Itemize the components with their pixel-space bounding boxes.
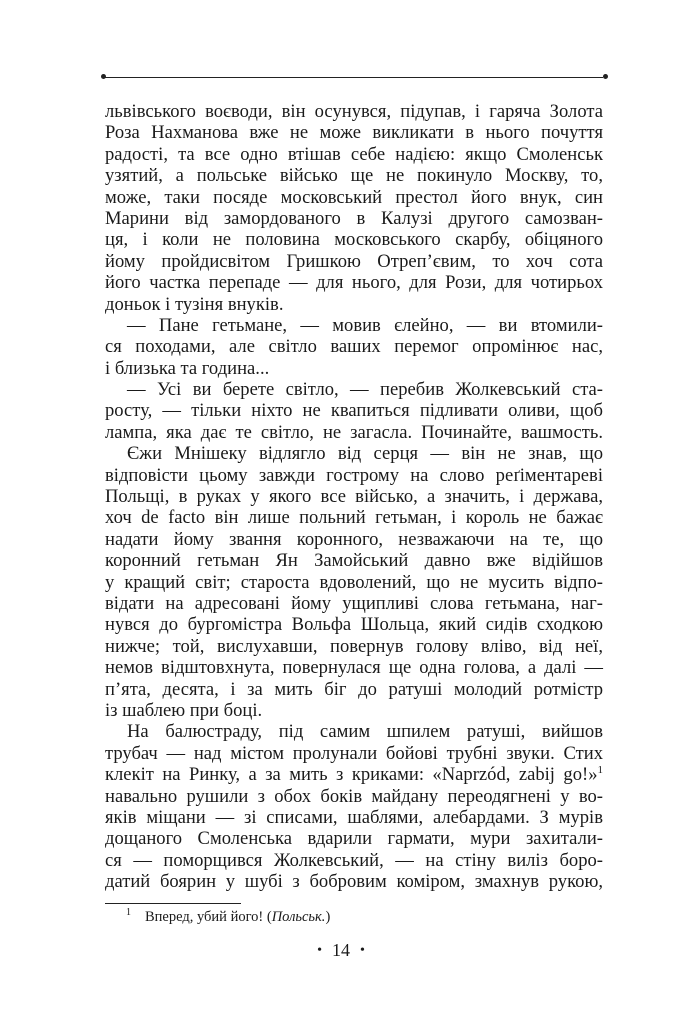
footnote-language: Польськ.	[271, 909, 326, 925]
text-line: його частка перепаде — для нього, для Рози, для чотирьох	[105, 272, 603, 294]
footnote-number: 1	[126, 907, 131, 919]
header-ornament-dot-right	[603, 74, 608, 79]
text-line: нувся до бургомістра Вольфа Шольца, який сидів сходкою	[105, 614, 603, 636]
header-rule	[105, 77, 603, 78]
text-line: — Пане гетьмане, — мовив єлейно, — ви втомили-	[127, 314, 603, 336]
text-line: відповісти цьому завжди гострому на слово реґіментареві	[105, 464, 603, 486]
footnote	[126, 907, 330, 927]
text-line: у кращий світ; староста вдоволений, що не мусить відпо-	[105, 571, 603, 593]
text-line: Єжи Мнішеку відлягло від серця — він не знав, що	[127, 443, 603, 465]
text-line: трубач — над містом пролунали бойові трубні звуки. Стих	[105, 742, 603, 764]
page-number-footer	[0, 938, 682, 963]
body-text	[105, 101, 603, 892]
text-line: львівського воєводи, він осунувся, підупав, і гаряча Золота	[105, 101, 603, 122]
text-line: відати на адресовані йому ущипливі слова гетьмана, наг-	[105, 592, 603, 614]
text-line: доньок і тузіня внуків.	[105, 293, 284, 315]
text-line: йому пройдисвітом Гришкою Отреп’євим, то хоч сота	[105, 250, 603, 272]
footnote-close: )	[325, 909, 331, 925]
footnote-text: Вперед, убий його! (	[145, 909, 272, 925]
text-line: немов відштовхнута, повернулася ще одна голова, а далі —	[105, 657, 603, 679]
text-line: лампа, яка дає те світло, не загасла. Починайте, вашмость.	[105, 421, 603, 443]
text-line: Марини від замордованого в Калузі другого самозван-	[105, 207, 603, 229]
text-line: дощаного Смоленська вдарили гармати, мури захитали-	[105, 828, 603, 850]
text-line: яків міщани — зі списами, шаблями, алебардами. З мурів	[105, 806, 603, 828]
text-line: надати йому звання коронного, незважаючи на те, що	[105, 528, 603, 550]
text-line: ця, і коли не половина московського скарбу, обіцяного	[105, 229, 603, 251]
text-line: хоч de facto він лише польний гетьман, і король не бажає	[105, 507, 603, 529]
text-line: п’ята, десята, і за мить біг до ратуші молодий ротмістр	[105, 678, 603, 700]
text-line: ся походами, але світло ваших перемог опромінює нас,	[105, 336, 603, 358]
page-number-dot-left: •	[317, 943, 322, 958]
text-line: навально рушили з обох боків майдану переодягнені у во-	[105, 785, 603, 807]
text-line: — Усі ви берете світло, — перебив Жолкевський ста-	[127, 379, 603, 401]
text-line: росту, — тільки ніхто не квапиться підливати оливи, щоб	[105, 400, 603, 422]
page-number-dot-right: •	[360, 943, 365, 958]
text-line: коронний гетьман Ян Замойський давно вже відійшов	[105, 550, 603, 572]
text-line: На балюстраду, під самим шпилем ратуші, вийшов	[127, 721, 603, 743]
text-line: Роза Нахманова вже не може викликати в нього почуття	[105, 122, 603, 144]
text-line: із шаблею при боці.	[105, 699, 263, 721]
text-line: Польщі, в руках у якого все військо, а значить, і держава,	[105, 486, 603, 508]
page-number: 14	[332, 940, 350, 960]
text-line-with-footnote	[105, 764, 603, 785]
text-line: узятий, а польське військо ще не покинуло Москву, то,	[105, 165, 603, 187]
text-line: датий боярин у шубі з бобровим коміром, змахнув рукою,	[105, 871, 603, 893]
text-line: може, таки посяде московський престол його внук, син	[105, 186, 603, 208]
text-line: і близька та година...	[105, 357, 270, 379]
footnote-reference: 1	[597, 763, 603, 776]
text-line-fragment: клекіт на Ринку, а за мить з криками: «Naprzód, zabij go!»	[105, 764, 598, 786]
text-line: радості, та все одно втішав себе надією: якщо Смоленськ	[105, 143, 603, 165]
text-line: ся — поморщився Жолкевський, — на стіну виліз боро-	[105, 849, 603, 871]
text-line: нижче; той, вислухавши, повернув голову вліво, від неї,	[105, 635, 603, 657]
footnote-separator	[105, 903, 241, 904]
